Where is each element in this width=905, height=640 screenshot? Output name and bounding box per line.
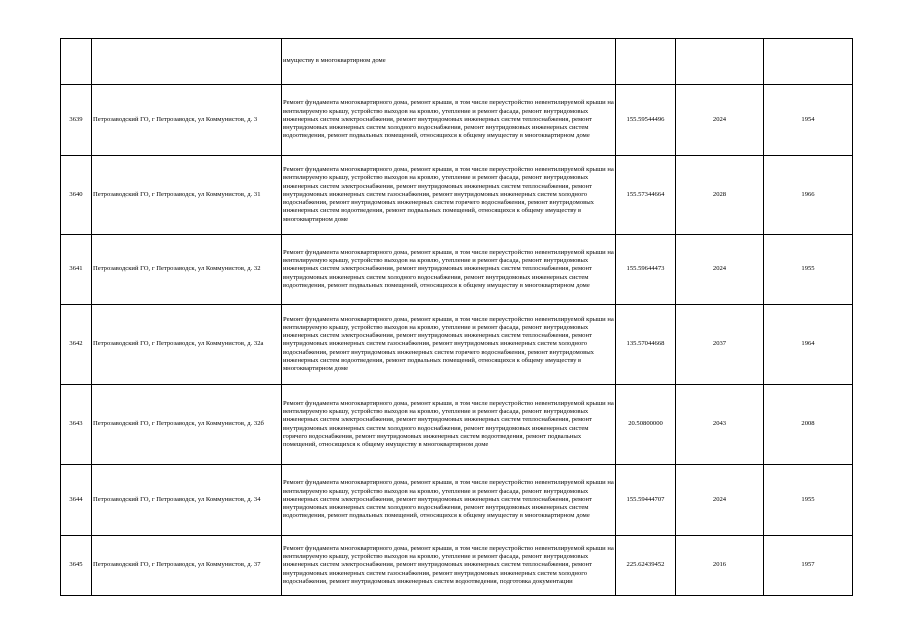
table-row [61,235,853,305]
row-works: Ремонт фундамента многоквартирного дома, ремонт крыши, в том числе переустройство невентилируемой крыши на вентилируемую крышу, устройство выходов на кровлю, утепление и ремонт фасада, ремонт внутридомовых инженерных систем электроснабжения, ремонт внутридомовых инженерных систем теплоснабжения, ремонт внутридомовых инженерных систем холодного водоснабжения, ремонт внутридомовых инженерных систем водоотведения, ремонт подвальных помещений, относящихся к общему имуществу в многоквартирном доме [282,235,616,305]
row-area [616,39,676,85]
row-area: 135.57044668 [616,305,676,385]
row-works: Ремонт фундамента многоквартирного дома, ремонт крыши, в том числе переустройство невентилируемой крыши на вентилируемую крышу, устройство выходов на кровлю, утепление и ремонт фасада, ремонт внутридомовых инженерных систем электроснабжения, ремонт внутридомовых инженерных систем теплоснабжения, ремонт внутридомовых инженерных систем холодного водоснабжения, ремонт внутридомовых инженерных систем водоотведения, ремонт подвальных помещений, относящихся к общему имуществу в многоквартирном доме [282,465,616,536]
row-number: 3641 [61,235,92,305]
row-number: 3644 [61,465,92,536]
row-address: Петрозаводский ГО, г Петрозаводск, ул Коммунистов, д. 31 [92,156,282,235]
row-built-year [764,39,853,85]
row-works: имуществу в многоквартирном доме [282,39,616,85]
row-repair-year: 2043 [676,385,764,465]
table-row [61,536,853,596]
row-address: Петрозаводский ГО, г Петрозаводск, ул Коммунистов, д. 37 [92,536,282,596]
row-repair-year: 2037 [676,305,764,385]
row-built-year: 1954 [764,85,853,156]
row-area: 155.59644473 [616,235,676,305]
row-address: Петрозаводский ГО, г Петрозаводск, ул Коммунистов, д. 32а [92,305,282,385]
row-area: 20.50800000 [616,385,676,465]
row-repair-year: 2016 [676,536,764,596]
row-works: Ремонт фундамента многоквартирного дома, ремонт крыши, в том числе переустройство невентилируемой крыши на вентилируемую крышу, устройство выходов на кровлю, утепление и ремонт фасада, ремонт внутридомовых инженерных систем электроснабжения, ремонт внутридомовых инженерных систем теплоснабжения, ремонт внутридомовых инженерных систем газоснабжения, ремонт внутридомовых инженерных систем холодного водоснабжения, ремонт внутридомовых инженерных систем горячего водоснабжения, ремонт внутридомовых инженерных систем водоотведения, ремонт подвальных помещений, относящихся к общему имуществу в многоквартирном доме [282,305,616,385]
table-row [61,85,853,156]
row-built-year: 2008 [764,385,853,465]
row-number: 3639 [61,85,92,156]
row-area: 225.62439452 [616,536,676,596]
row-number: 3642 [61,305,92,385]
row-address [92,39,282,85]
row-repair-year: 2024 [676,235,764,305]
row-number: 3643 [61,385,92,465]
row-works: Ремонт фундамента многоквартирного дома, ремонт крыши, в том числе переустройство невентилируемой крыши на вентилируемую крышу, устройство выходов на кровлю, утепление и ремонт фасада, ремонт внутридомовых инженерных систем электроснабжения, ремонт внутридомовых инженерных систем теплоснабжения, ремонт внутридомовых инженерных систем холодного водоснабжения, ремонт внутридомовых инженерных систем водоотведения, ремонт подвальных помещений, относящихся к общему имуществу в многоквартирном доме [282,85,616,156]
table-row [61,156,853,235]
row-address: Петрозаводский ГО, г Петрозаводск, ул Коммунистов, д. 3 [92,85,282,156]
row-address: Петрозаводский ГО, г Петрозаводск, ул Коммунистов, д. 32 [92,235,282,305]
row-address: Петрозаводский ГО, г Петрозаводск, ул Коммунистов, д. 32б [92,385,282,465]
table-row [61,305,853,385]
row-number: 3640 [61,156,92,235]
table-row [61,385,853,465]
row-address: Петрозаводский ГО, г Петрозаводск, ул Коммунистов, д. 34 [92,465,282,536]
table-row [61,465,853,536]
row-works: Ремонт фундамента многоквартирного дома, ремонт крыши, в том числе переустройство невентилируемой крыши на вентилируемую крышу, устройство выходов на кровлю, утепление и ремонт фасада, ремонт внутридомовых инженерных систем электроснабжения, ремонт внутридомовых инженерных систем теплоснабжения, ремонт внутридомовых инженерных систем газоснабжения, ремонт внутридомовых инженерных систем холодного водоснабжения, ремонт внутридомовых инженерных систем водоотведения, подготовка документации [282,536,616,596]
row-works: Ремонт фундамента многоквартирного дома, ремонт крыши, в том числе переустройство невентилируемой крыши на вентилируемую крышу, устройство выходов на кровлю, утепление и ремонт фасада, ремонт внутридомовых инженерных систем электроснабжения, ремонт внутридомовых инженерных систем теплоснабжения, ремонт внутридомовых инженерных систем холодного водоснабжения, ремонт внутридомовых инженерных систем горячего водоснабжения, ремонт внутридомовых инженерных систем водоотведения, ремонт подвальных помещений, относящихся к общему имуществу в многоквартирном доме [282,385,616,465]
row-number: 3645 [61,536,92,596]
row-area: 155.57344664 [616,156,676,235]
row-repair-year [676,39,764,85]
row-repair-year: 2024 [676,465,764,536]
row-built-year: 1955 [764,465,853,536]
row-repair-year: 2024 [676,85,764,156]
row-area: 155.59544496 [616,85,676,156]
row-built-year: 1955 [764,235,853,305]
row-works: Ремонт фундамента многоквартирного дома, ремонт крыши, в том числе переустройство невентилируемой крыши на вентилируемую крышу, устройство выходов на кровлю, утепление и ремонт фасада, ремонт внутридомовых инженерных систем электроснабжения, ремонт внутридомовых инженерных систем теплоснабжения, ремонт внутридомовых инженерных систем газоснабжения, ремонт внутридомовых инженерных систем холодного водоснабжения, ремонт внутридомовых инженерных систем горячего водоснабжения, ремонт внутридомовых инженерных систем водоотведения, ремонт подвальных помещений, относящихся к общему имуществу в многоквартирном доме [282,156,616,235]
row-built-year: 1957 [764,536,853,596]
row-area: 155.59444707 [616,465,676,536]
row-repair-year: 2028 [676,156,764,235]
row-built-year: 1966 [764,156,853,235]
repair-schedule-table [60,38,853,596]
table-row [61,39,853,85]
row-built-year: 1964 [764,305,853,385]
